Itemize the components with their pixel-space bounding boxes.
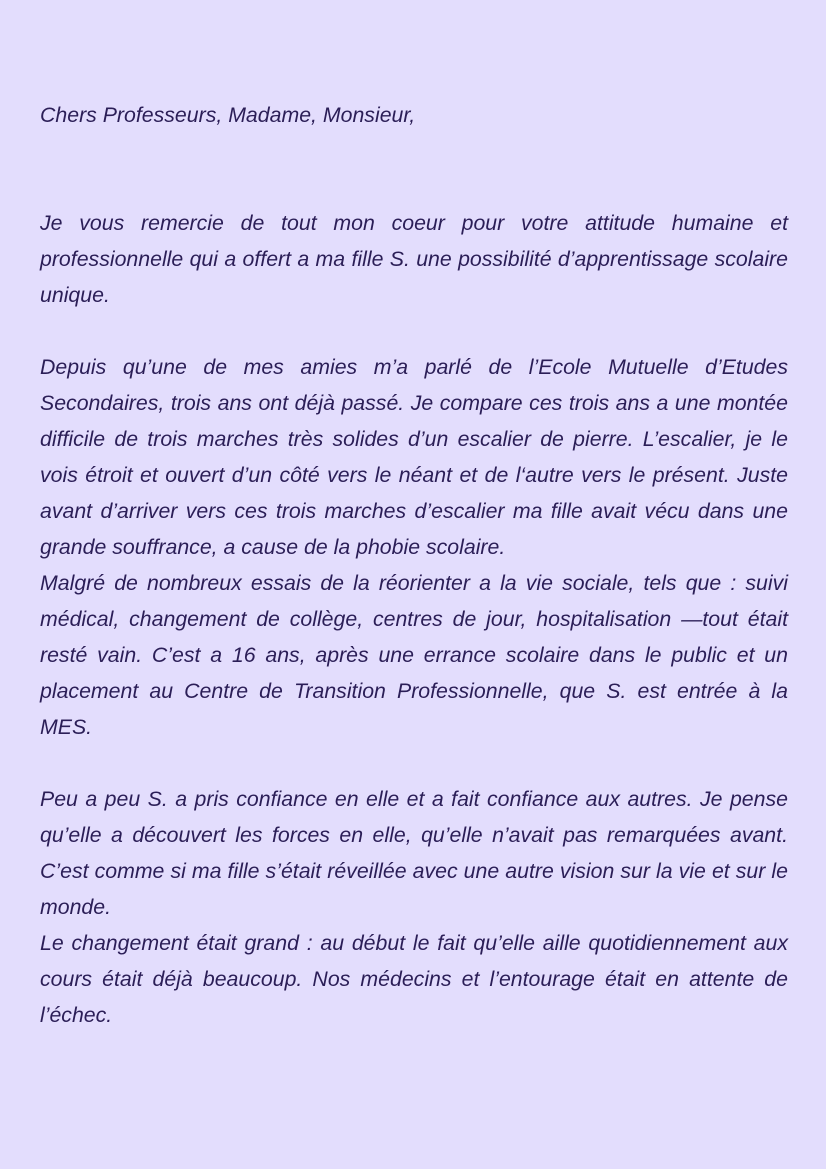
paragraph-history: Depuis qu’une de mes amies m’a parlé de l’Ecole Mutuelle d’Etudes Secondaires, trois ans ont déjà passé. Je compare ces trois ans a une montée difficile de trois marches très solides d’un escalier de pierre. L’escalier, je le vois étroit et ouvert d’un côté vers le néant et de l‘autre vers le présent. Juste avant d’arriver vers ces trois marches d’escalier ma fille avait vécu dans une grande souffrance, a cause de la phobie scolaire. <box>40 355 788 559</box>
paragraph-gap <box>40 313 788 349</box>
paragraph-gap <box>40 745 788 781</box>
paragraph-change: Le changement était grand : au début le fait qu’elle aille quotidiennement aux cours était déjà beaucoup. Nos médecins et l’entourage était en attente de l’échec. <box>40 931 788 1027</box>
paragraph-confidence: Peu a peu S. a pris confiance en elle et a fait confiance aux autres. Je pense qu’elle a découvert les forces en elle, qu’elle n’avait pas remarquées avant. C’est comme si ma fille s’était réveillée avec une autre vision sur la vie et sur le monde. <box>40 787 788 919</box>
greeting-spacer <box>40 133 788 205</box>
letter <box>40 97 788 1033</box>
letter-greeting: Chers Professeurs, Madame, Monsieur, <box>40 103 416 127</box>
paragraph-gratitude: Je vous remercie de tout mon coeur pour votre attitude humaine et professionnelle qui a offert a ma fille S. une possibilité d’apprentissage scolaire unique. <box>40 211 788 307</box>
paragraph-attempts: Malgré de nombreux essais de la réorienter a la vie sociale, tels que : suivi médical, changement de collège, centres de jour, hospitalisation —tout était resté vain. C’est a 16 ans, après une errance scolaire dans le public et un placement au Centre de Transition Professionnelle, que S. est entrée à la MES. <box>40 571 788 739</box>
